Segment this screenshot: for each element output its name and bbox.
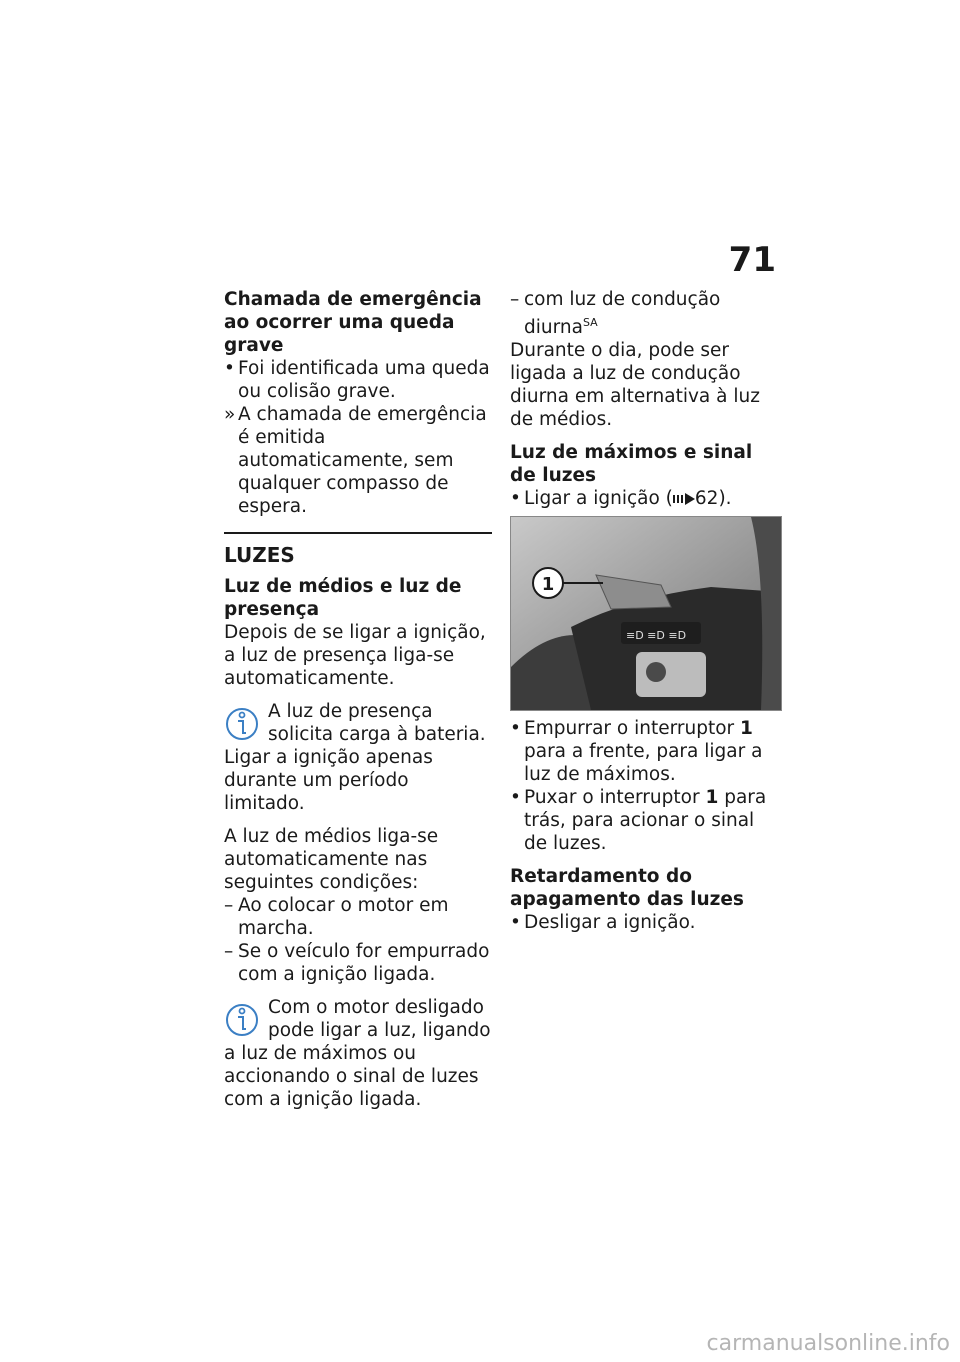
bullet-text-end: ). xyxy=(718,488,732,510)
info-icon xyxy=(224,704,260,744)
bullet-marker: • xyxy=(510,488,521,510)
callout-number: 1 xyxy=(541,574,555,596)
dash-text: Se o veículo for empurrado com a ignição ligada. xyxy=(238,941,490,985)
right-column xyxy=(510,288,782,934)
note-text: Com o motor desligado pode ligar a luz, ligando a luz de máximos ou accionando o sinal de luzes com a ignição ligada. xyxy=(224,997,491,1110)
sa-superscript: SA xyxy=(582,316,598,329)
section-title-luzes: LUZES xyxy=(224,543,295,567)
bullet-pull-switch xyxy=(510,786,782,855)
bullet-text-end: para a frente, para ligar a luz de máximos. xyxy=(524,741,763,786)
result-emergency-call xyxy=(224,403,492,518)
dash-daytime-light xyxy=(510,288,782,339)
bullet-marker: • xyxy=(510,787,521,809)
heading-light-delay: Retardamento do apagamento das luzes xyxy=(510,866,744,911)
bullet-text: Empurrar o interruptor xyxy=(524,718,741,740)
note-battery xyxy=(224,700,492,815)
arrow-reference-icon xyxy=(673,493,695,505)
bullet-ignition-off xyxy=(510,911,782,934)
bullet-text: Desligar a ignição. xyxy=(524,912,696,934)
bullet-ignition-on xyxy=(510,487,782,510)
watermark-footer: carmanualsonline.info xyxy=(706,1331,950,1356)
dash-pushed xyxy=(224,940,492,986)
svg-text:≡D ≡D ≡D: ≡D ≡D ≡D xyxy=(626,629,687,643)
para-low-beam-conditions: A luz de médios liga-se automaticamente nas seguintes condições: xyxy=(224,826,439,893)
switch-number: 1 xyxy=(740,718,753,740)
bullet-text: Puxar o interruptor xyxy=(524,787,706,809)
dash-engine-start xyxy=(224,894,492,940)
note-engine-off xyxy=(224,996,492,1111)
section-divider xyxy=(224,532,492,534)
page-reference-link[interactable]: 62 xyxy=(694,488,719,510)
bullet-text-end: para trás, para acionar o sinal de luzes. xyxy=(524,787,767,855)
page-number: 71 xyxy=(728,240,776,280)
left-column xyxy=(224,288,492,1121)
result-text: A chamada de emergência é emitida automaticamente, sem qualquer compasso de espera. xyxy=(238,404,487,517)
heading-low-beam: Luz de médios e luz de presença xyxy=(224,576,462,620)
bullet-marker: • xyxy=(510,718,521,740)
para-parking-light: Depois de se ligar a ignição, a luz de presença liga-se automaticamente. xyxy=(224,622,486,689)
dash-text: Ao colocar o motor em marcha. xyxy=(238,895,449,939)
bullet-marker: • xyxy=(510,912,521,934)
note-text: A luz de presença solicita carga à bateria. Ligar a ignição apenas durante um período limitado. xyxy=(224,701,486,814)
heading-high-beam: Luz de máximos e sinal de luzes xyxy=(510,442,753,487)
bullet-text: Ligar a ignição ( xyxy=(524,488,673,510)
heading-emergency-call: Chamada de emergência ao ocorrer uma queda grave xyxy=(224,289,482,356)
bullet-marker: • xyxy=(224,358,235,379)
bullet-crash-detected xyxy=(224,357,492,403)
bullet-push-switch xyxy=(510,717,782,786)
result-marker: » xyxy=(224,404,236,425)
info-icon xyxy=(224,1000,260,1040)
handlebar-switch-photo xyxy=(510,516,782,711)
dash-marker: – xyxy=(224,941,234,962)
dash-marker: – xyxy=(510,289,520,310)
switch-number: 1 xyxy=(705,787,719,809)
bullet-text: Foi identificada uma queda ou colisão grave. xyxy=(238,358,490,402)
para-daytime-light: Durante o dia, pode ser ligada a luz de condução diurna em alternativa à luz de médios. xyxy=(510,340,760,431)
dash-text: com luz de condução diurna xyxy=(524,289,721,339)
dash-marker: – xyxy=(224,895,234,916)
